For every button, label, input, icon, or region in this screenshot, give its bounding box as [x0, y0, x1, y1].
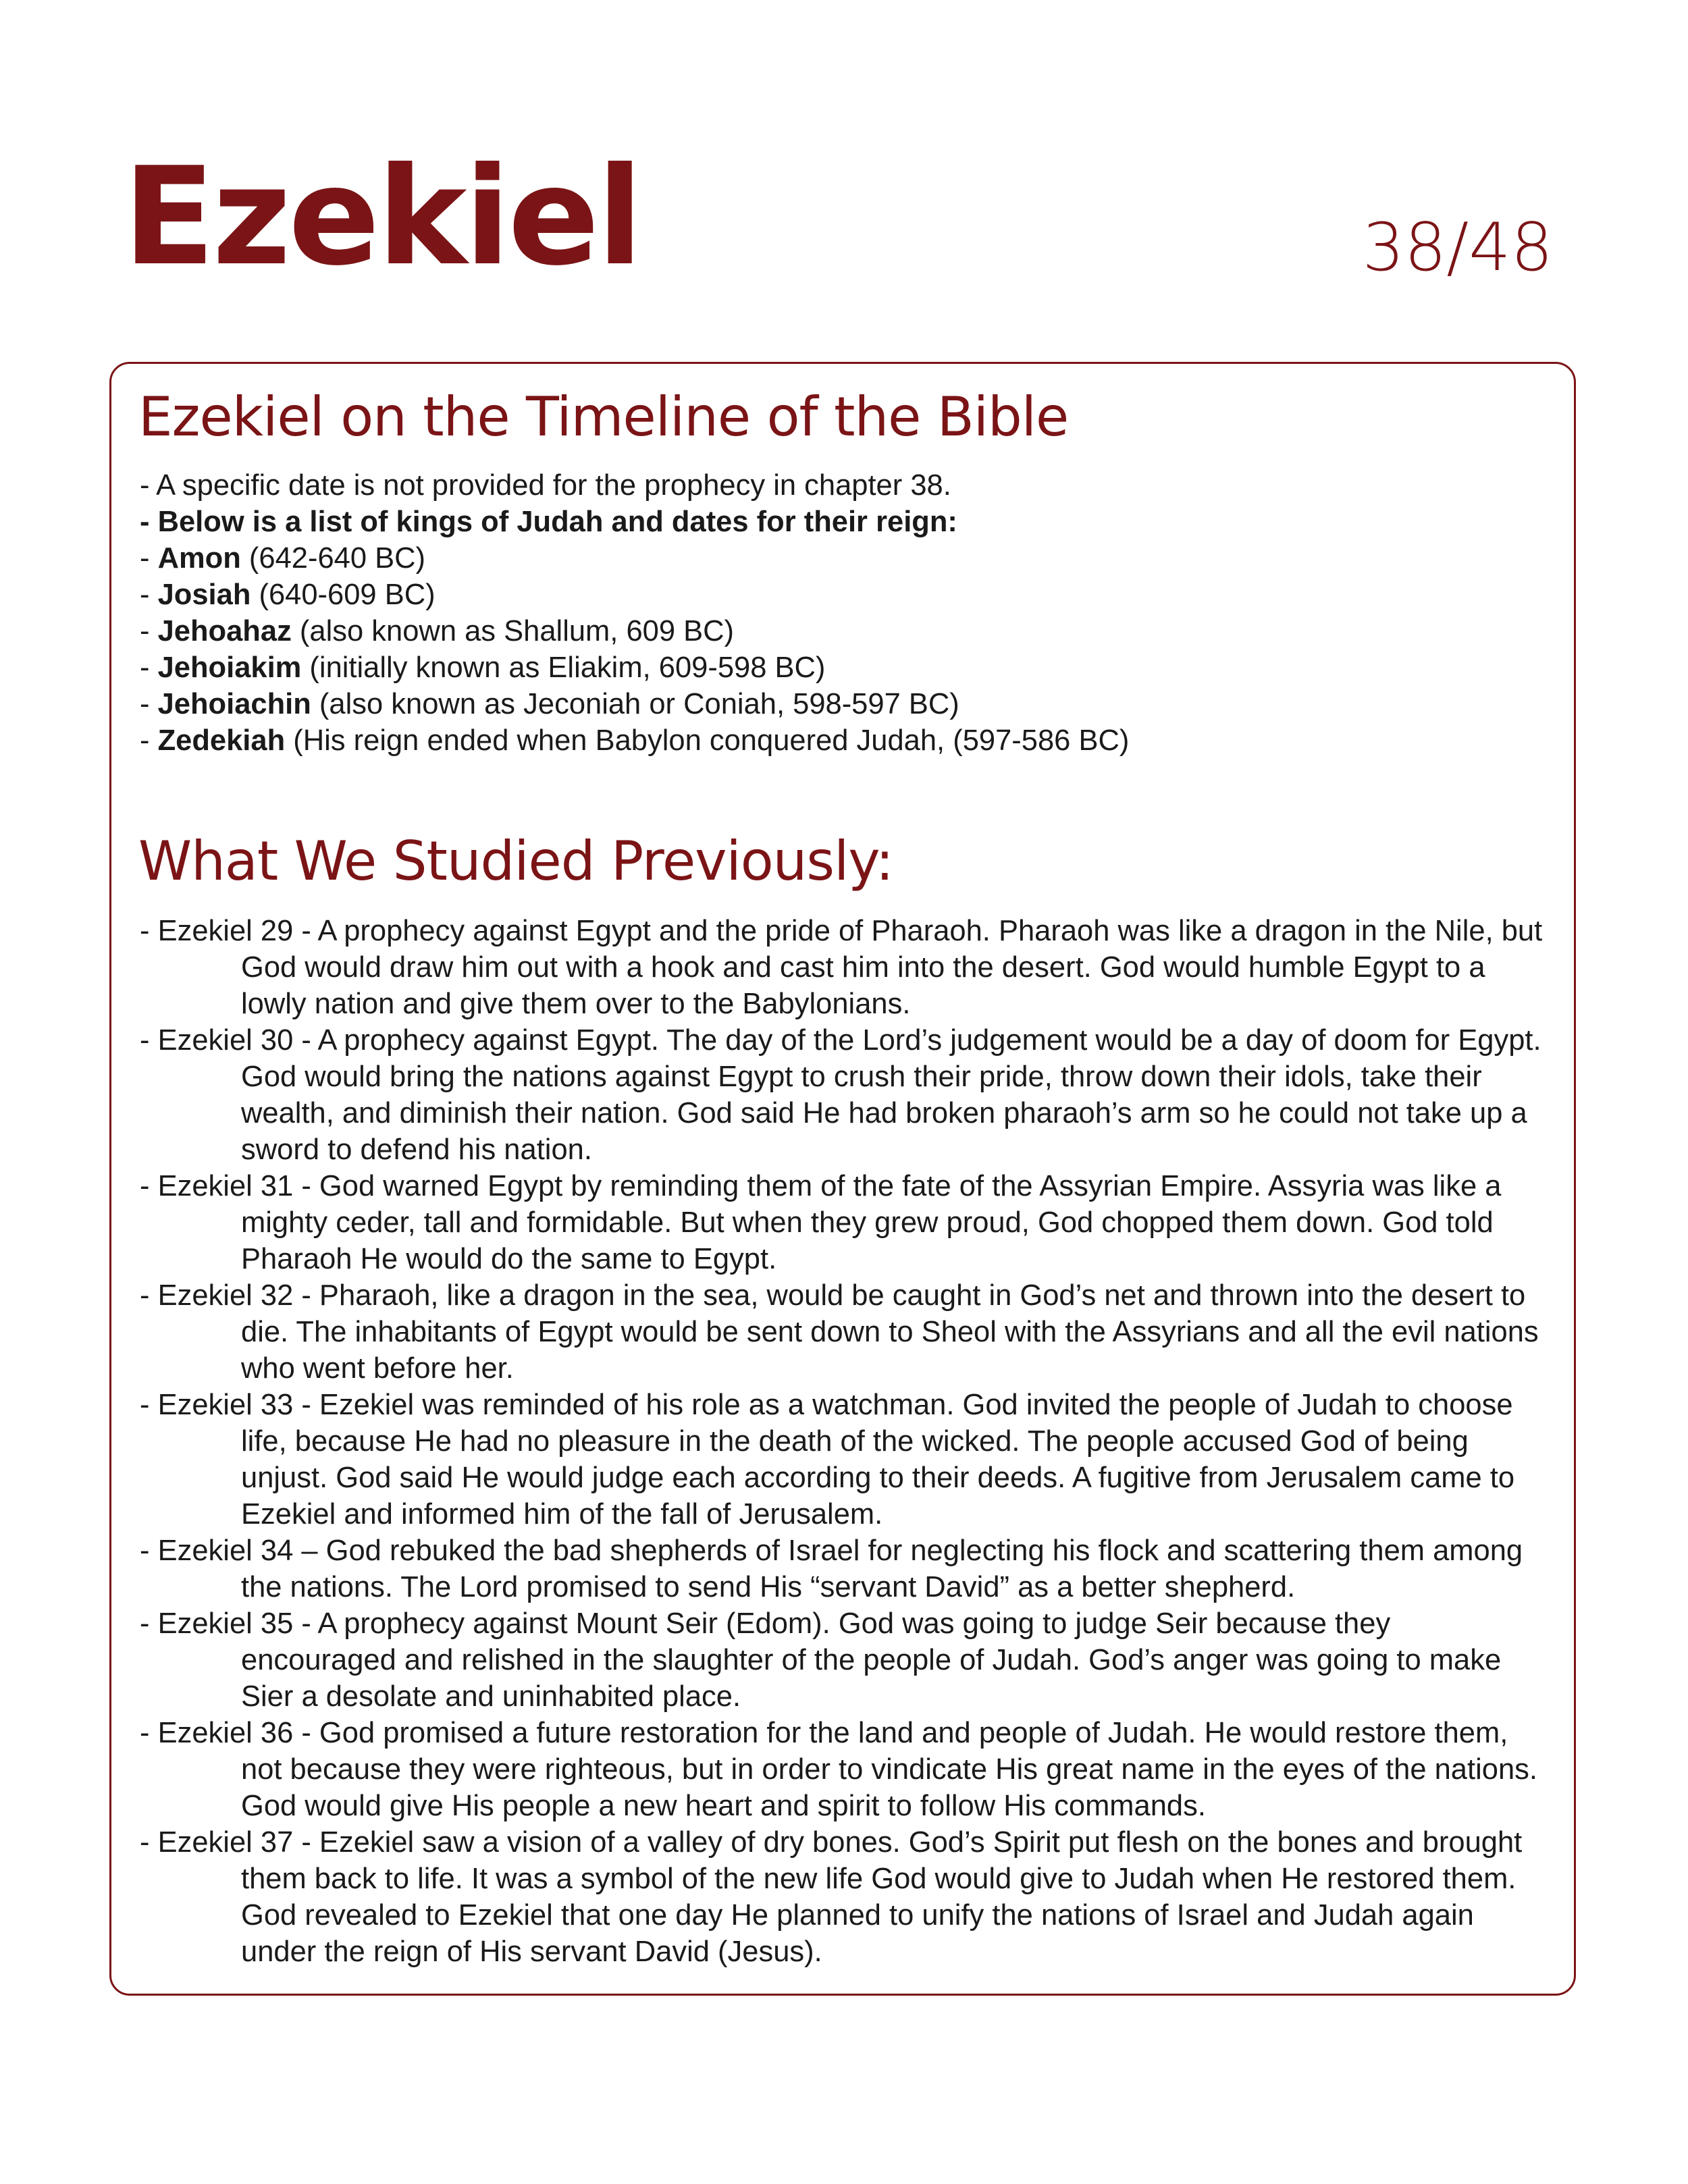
king-item	[140, 649, 1551, 686]
king-prefix: -	[140, 724, 158, 757]
king-prefix: -	[140, 688, 158, 720]
king-prefix: -	[140, 615, 158, 647]
king-detail: (also known as Shallum, 609 BC)	[291, 615, 735, 647]
king-item	[140, 686, 1551, 722]
study-entry: - Ezekiel 34 – God rebuked the bad shepherds of Israel for neglecting his flock and scattering them among the nations. The Lord promised to send His “servant David” as a better shepherd.	[140, 1535, 1523, 1603]
study-entry: - Ezekiel 37 - Ezekiel saw a vision of a valley of dry bones. God’s Spirit put flesh on the bones and brought them back to life. It was a symbol of the new life God would give to Judah when He restored them. God revealed to Ezekiel that one day He planned to unify the nations of Israel and Judah again under the reign of His servant David (Jesus).	[140, 1826, 1523, 1968]
chapter-progress: 38/48	[1362, 209, 1553, 286]
previous-section	[140, 913, 1551, 1970]
book-title: Ezekiel	[123, 138, 641, 296]
king-item	[140, 722, 1551, 759]
study-entry: - Ezekiel 30 - A prophecy against Egypt. The day of the Lord’s judgement would be a day of doom for Egypt. God would bring the nations against Egypt to crush their pride, throw down their idols, take their wealth, and diminish their nation. God said He had broken pharaoh’s arm so he could not take up a sword to defend his nation.	[140, 1024, 1541, 1166]
king-prefix: -	[140, 651, 158, 684]
king-detail: (also known as Jeconiah or Coniah, 598-597 BC)	[311, 688, 959, 720]
kings-list-heading	[140, 504, 1551, 540]
kings-list-heading-text: - Below is a list of kings of Judah and dates for their reign:	[140, 506, 957, 538]
previous-heading: What We Studied Previously:	[138, 830, 893, 893]
king-detail: (640-609 BC)	[250, 579, 436, 611]
king-name: Zedekiah	[157, 724, 286, 757]
king-name: Jehoiakim	[157, 651, 302, 684]
timeline-note: - A specific date is not provided for the prophecy in chapter 38.	[140, 469, 951, 502]
king-name: Jehoahaz	[157, 615, 292, 647]
study-entry: - Ezekiel 36 - God promised a future restoration for the land and people of Judah. He would restore them, not because they were righteous, but in order to vindicate His great name in the eyes of the nations. God would give His people a new heart and spirit to follow His commands.	[140, 1717, 1537, 1822]
timeline-section	[140, 467, 1551, 759]
study-entry: - Ezekiel 33 - Ezekiel was reminded of his role as a watchman. God invited the people of Judah to choose life, because He had no pleasure in the death of the wicked. The people accused God of being unjust. God said He would judge each according to their deeds. A fugitive from Jerusalem came to Ezekiel and informed him of the fall of Jerusalem.	[140, 1389, 1515, 1530]
king-detail: (His reign ended when Babylon conquered Judah, (597-586 BC)	[285, 724, 1130, 757]
study-entry: - Ezekiel 29 - A prophecy against Egypt and the pride of Pharaoh. Pharaoh was like a dragon in the Nile, but God would draw him out with a hook and cast him into the desert. God would humble Egypt to a lowly nation and give them over to the Babylonians.	[140, 915, 1543, 1020]
king-prefix: -	[140, 542, 158, 575]
king-prefix: -	[140, 579, 158, 611]
study-entry: - Ezekiel 31 - God warned Egypt by reminding them of the fate of the Assyrian Empire. Assyria was like a mighty ceder, tall and formidable. But when they grew proud, God chopped them down. God told Pharaoh He would do the same to Egypt.	[140, 1170, 1502, 1275]
study-entry: - Ezekiel 32 - Pharaoh, like a dragon in the sea, would be caught in God’s net and thrown into the desert to die. The inhabitants of Egypt would be sent down to Sheol with the Assyrians and all the evil nations who went before her.	[140, 1279, 1539, 1385]
king-name: Jehoiachin	[157, 688, 311, 720]
king-item	[140, 613, 1551, 649]
king-name: Josiah	[157, 579, 251, 611]
study-entry: - Ezekiel 35 - A prophecy against Mount Seir (Edom). God was going to judge Seir because they encouraged and relished in the slaughter of the people of Judah. God’s anger was going to make Sier a desolate and uninhabited place.	[140, 1607, 1502, 1713]
king-detail: (initially known as Eliakim, 609-598 BC)	[301, 651, 826, 684]
timeline-heading: Ezekiel on the Timeline of the Bible	[138, 385, 1069, 448]
king-item	[140, 577, 1551, 613]
king-item	[140, 540, 1551, 577]
king-detail: (642-640 BC)	[240, 542, 426, 575]
king-name: Amon	[157, 542, 241, 575]
